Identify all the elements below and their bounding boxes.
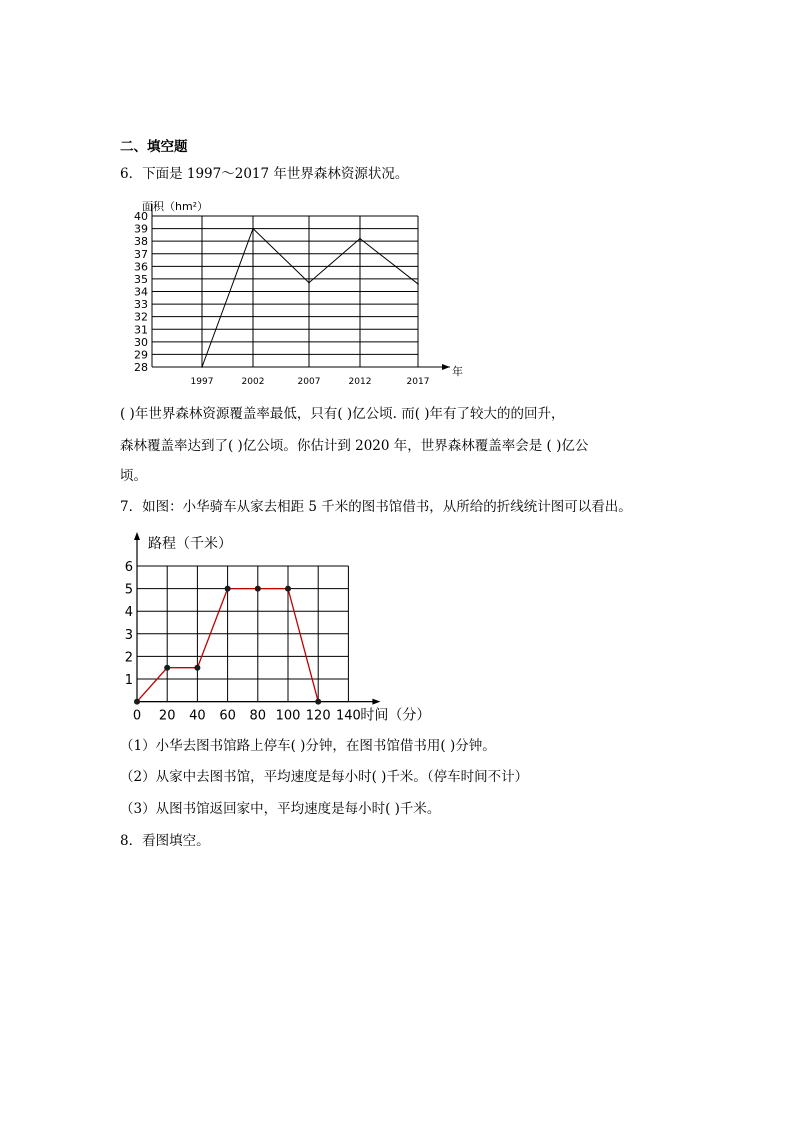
y-tick-label: 3: [124, 627, 133, 643]
y-tick-label: 33: [134, 298, 148, 312]
data-point: [134, 699, 140, 705]
x-tick-label: 120: [305, 708, 331, 724]
section-title: 二、填空题: [120, 139, 188, 155]
question-7-sub-3: （3）从图书馆返回家中，平均速度是每小时( )千米。: [120, 801, 441, 817]
x-tick-label: 60: [219, 708, 236, 724]
x-tick-label: 1997: [190, 377, 214, 387]
y-tick-label: 28: [134, 361, 148, 374]
data-point: [201, 366, 203, 368]
question-6-intro: 6．下面是 1997～2017 年世界森林资源状况。: [120, 166, 409, 182]
y-axis-arrowhead: [134, 532, 140, 540]
x-axis-label: 年: [452, 365, 463, 378]
x-tick-label: 2002: [241, 377, 265, 387]
y-tick-label: 32: [134, 310, 148, 324]
x-tick-label: 2017: [406, 377, 430, 387]
y-tick-label: 34: [134, 285, 148, 299]
y-tick-label: 31: [134, 323, 148, 337]
x-tick-label: 2012: [348, 377, 372, 387]
data-point: [359, 238, 361, 240]
data-point: [194, 665, 200, 671]
y-tick-label: 39: [134, 222, 148, 236]
data-point: [285, 586, 291, 592]
question-6-answer-line-3: 顷。: [120, 468, 147, 484]
y-tick-label: 4: [124, 605, 133, 621]
y-tick-label: 36: [134, 260, 148, 274]
forest-area-line-chart: [120, 196, 480, 391]
y-tick-label: 37: [134, 247, 148, 261]
x-axis-label: 时间（分）: [360, 707, 431, 724]
x-tick-label: 2007: [297, 377, 321, 387]
y-axis-label: 路程（千米）: [148, 536, 232, 552]
y-tick-label: 6: [124, 560, 133, 575]
y-tick-label: 29: [134, 348, 148, 362]
question-7-sub-1: （1）小华去图书馆路上停车( )分钟，在图书馆借书用( )分钟。: [120, 738, 496, 754]
y-tick-label: 5: [124, 582, 133, 598]
y-tick-label: 1: [124, 673, 133, 688]
data-point: [164, 665, 170, 671]
data-point: [255, 586, 261, 592]
x-axis-arrowhead: [442, 364, 450, 370]
x-tick-label: 0: [132, 708, 142, 724]
y-tick-label: 40: [134, 210, 148, 223]
y-tick-label: 35: [134, 272, 148, 286]
x-tick-label: 80: [249, 708, 267, 724]
question-6-answer-line-1: ( )年世界森林资源覆盖率最低，只有( )亿公顷. 而( )年有了较大的的回升，: [120, 406, 565, 422]
data-point: [252, 228, 254, 230]
x-tick-label: 140: [335, 708, 361, 724]
series-line: [202, 229, 418, 367]
question-8-intro: 8．看图填空。: [120, 833, 210, 849]
y-tick-label: 38: [134, 235, 148, 249]
x-tick-label: 20: [158, 708, 176, 724]
data-point: [308, 282, 310, 284]
distance-time-line-chart: [120, 530, 440, 724]
data-point: [225, 586, 231, 592]
x-axis-arrowhead: [372, 699, 380, 705]
data-point: [315, 699, 321, 705]
data-point: [417, 283, 419, 285]
y-tick-label: 30: [134, 335, 148, 349]
x-tick-label: 100: [275, 708, 301, 724]
y-tick-label: 2: [124, 650, 133, 666]
question-7-intro: 7．如图：小华骑车从家去相距 5 千米的图书馆借书，从所给的折线统计图可以看出。: [120, 499, 632, 515]
y-axis-label: 面积（hm²）: [142, 200, 209, 213]
question-6-answer-line-2: 森林覆盖率达到了( )亿公顷。你估计到 2020 年，世界森林覆盖率会是 ( )亿公: [120, 438, 589, 454]
x-tick-label: 40: [189, 708, 206, 724]
question-7-sub-2: （2）从家中去图书馆，平均速度是每小时( )千米。（停车时间不计）: [120, 769, 529, 785]
